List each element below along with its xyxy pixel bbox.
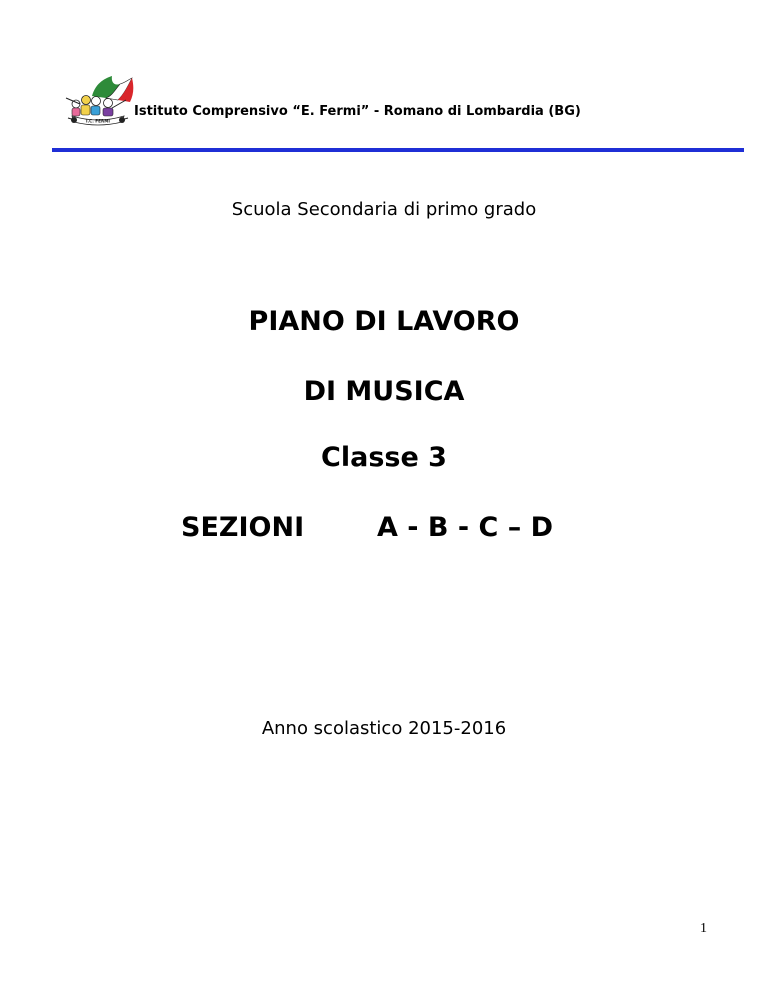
school-type: Scuola Secondaria di primo grado — [231, 199, 537, 220]
page-number: 1 — [700, 921, 707, 936]
svg-text:I.C. FERMI: I.C. FERMI — [86, 118, 110, 124]
institute-name: Istituto Comprensivo “E. Fermi” - Romano di Lombardia (BG) — [134, 104, 581, 119]
school-year: Anno scolastico 2015-2016 — [261, 718, 507, 739]
document-title: PIANO DI LAVORO — [248, 306, 520, 337]
subject-heading: DI MUSICA — [303, 376, 465, 407]
class-heading: Classe 3 — [321, 442, 447, 473]
sections-value: A - B - C – D — [377, 512, 554, 543]
school-logo — [62, 74, 138, 130]
header-divider — [52, 148, 744, 152]
sections-label: SEZIONI — [181, 512, 305, 543]
